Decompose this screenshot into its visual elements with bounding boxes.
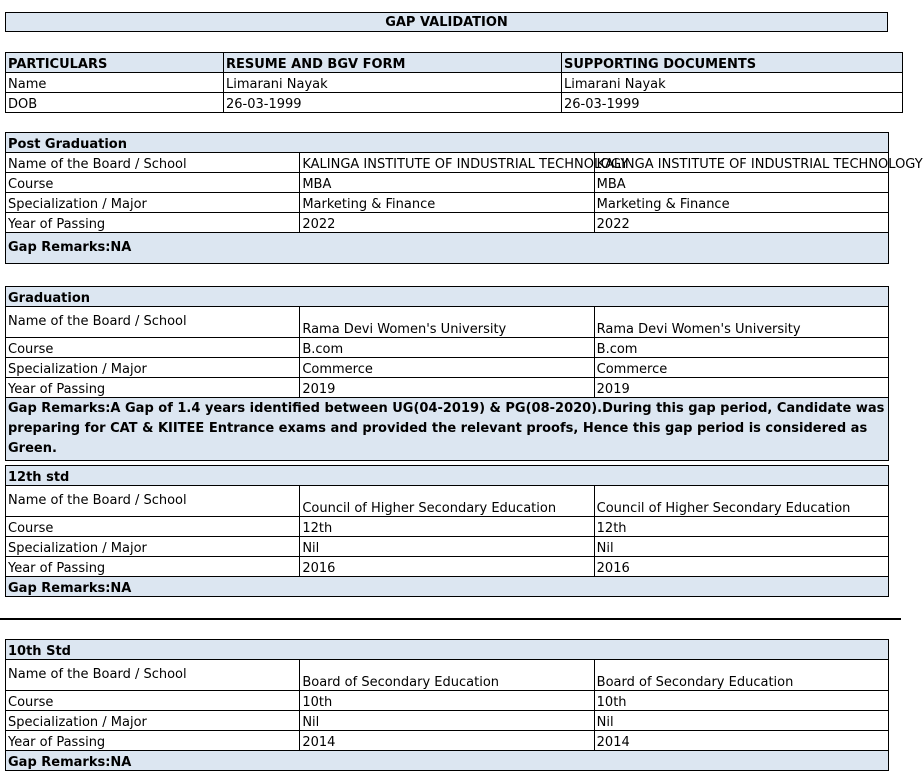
table-header-row [6, 53, 903, 73]
section-title: 10th Std [6, 640, 889, 660]
row-docs-value: Nil [594, 711, 888, 731]
tenth-table [5, 639, 889, 771]
gap-remarks: Gap Remarks:NA [6, 233, 889, 264]
row-resume-value: Limarani Nayak [224, 73, 562, 93]
row-docs-value: 2014 [594, 731, 888, 751]
gap-remarks: Gap Remarks:A Gap of 1.4 years identified between UG(04-2019) & PG(08-2020).During this gap period, Candidate was preparing for CAT & KIITEE Entrance exams and provided the relevant proofs, Hence this gap period is considered as Green. [6, 398, 889, 461]
row-docs-value: Board of Secondary Education [594, 660, 888, 691]
row-resume-value: Council of Higher Secondary Education [300, 486, 594, 517]
row-docs-value: Limarani Nayak [562, 73, 903, 93]
row-label: Year of Passing [6, 557, 300, 577]
row-docs-value: 2022 [594, 213, 888, 233]
row-label: Specialization / Major [6, 537, 300, 557]
row-label: Year of Passing [6, 731, 300, 751]
row-docs-value: MBA [594, 173, 888, 193]
row-resume-value: Rama Devi Women's University [300, 307, 594, 338]
row-resume-value: MBA [300, 173, 594, 193]
row-docs-value: 2019 [594, 378, 888, 398]
row-resume-value: 2019 [300, 378, 594, 398]
row-label: Name of the Board / School [6, 153, 300, 173]
row-resume-value: Board of Secondary Education [300, 660, 594, 691]
section-title: 12th std [6, 466, 889, 486]
header-particulars: PARTICULARS [6, 53, 224, 73]
row-docs-value: 26-03-1999 [562, 93, 903, 113]
graduation-table [5, 286, 889, 461]
row-label: Specialization / Major [6, 358, 300, 378]
row-resume-value: 26-03-1999 [224, 93, 562, 113]
row-docs-value: 12th [594, 517, 888, 537]
row-resume-value: 10th [300, 691, 594, 711]
row-docs-value: Council of Higher Secondary Education [594, 486, 888, 517]
separator-line [0, 618, 901, 620]
row-resume-value: Nil [300, 537, 594, 557]
row-resume-value: 2022 [300, 213, 594, 233]
personal-details-table [5, 52, 903, 113]
row-label: Course [6, 691, 300, 711]
row-docs-value: B.com [594, 338, 888, 358]
page-title: GAP VALIDATION [5, 12, 888, 32]
row-docs-value: KALINGA INSTITUTE OF INDUSTRIAL TECHNOLOGY [594, 153, 888, 173]
row-label: Course [6, 517, 300, 537]
gap-remarks: Gap Remarks:NA [6, 751, 889, 771]
row-label: Name of the Board / School [6, 307, 300, 338]
row-resume-value: Marketing & Finance [300, 193, 594, 213]
section-title: Post Graduation [6, 133, 889, 153]
table-row [6, 93, 903, 113]
row-label: Name of the Board / School [6, 660, 300, 691]
row-resume-value: Commerce [300, 358, 594, 378]
row-label: Specialization / Major [6, 711, 300, 731]
row-label: Name of the Board / School [6, 486, 300, 517]
section-title-row [6, 133, 889, 153]
row-resume-value: KALINGA INSTITUTE OF INDUSTRIAL TECHNOLOGY [300, 153, 594, 173]
row-label: Year of Passing [6, 378, 300, 398]
row-label: Course [6, 173, 300, 193]
header-supporting: SUPPORTING DOCUMENTS [562, 53, 903, 73]
row-label: Name [6, 73, 224, 93]
twelfth-table [5, 465, 889, 597]
row-resume-value: 2016 [300, 557, 594, 577]
gap-remarks: Gap Remarks:NA [6, 577, 889, 597]
section-title: Graduation [6, 287, 889, 307]
row-resume-value: 2014 [300, 731, 594, 751]
row-docs-value: 10th [594, 691, 888, 711]
row-label: Course [6, 338, 300, 358]
row-docs-value: Nil [594, 537, 888, 557]
header-resume: RESUME AND BGV FORM [224, 53, 562, 73]
row-label: Specialization / Major [6, 193, 300, 213]
table-row [6, 73, 903, 93]
row-label: Year of Passing [6, 213, 300, 233]
row-docs-value: 2016 [594, 557, 888, 577]
row-resume-value: 12th [300, 517, 594, 537]
row-docs-value: Commerce [594, 358, 888, 378]
row-label: DOB [6, 93, 224, 113]
row-resume-value: B.com [300, 338, 594, 358]
row-resume-value: Nil [300, 711, 594, 731]
post-graduation-table [5, 132, 923, 264]
row-docs-value: Rama Devi Women's University [594, 307, 888, 338]
row-docs-value: Marketing & Finance [594, 193, 888, 213]
